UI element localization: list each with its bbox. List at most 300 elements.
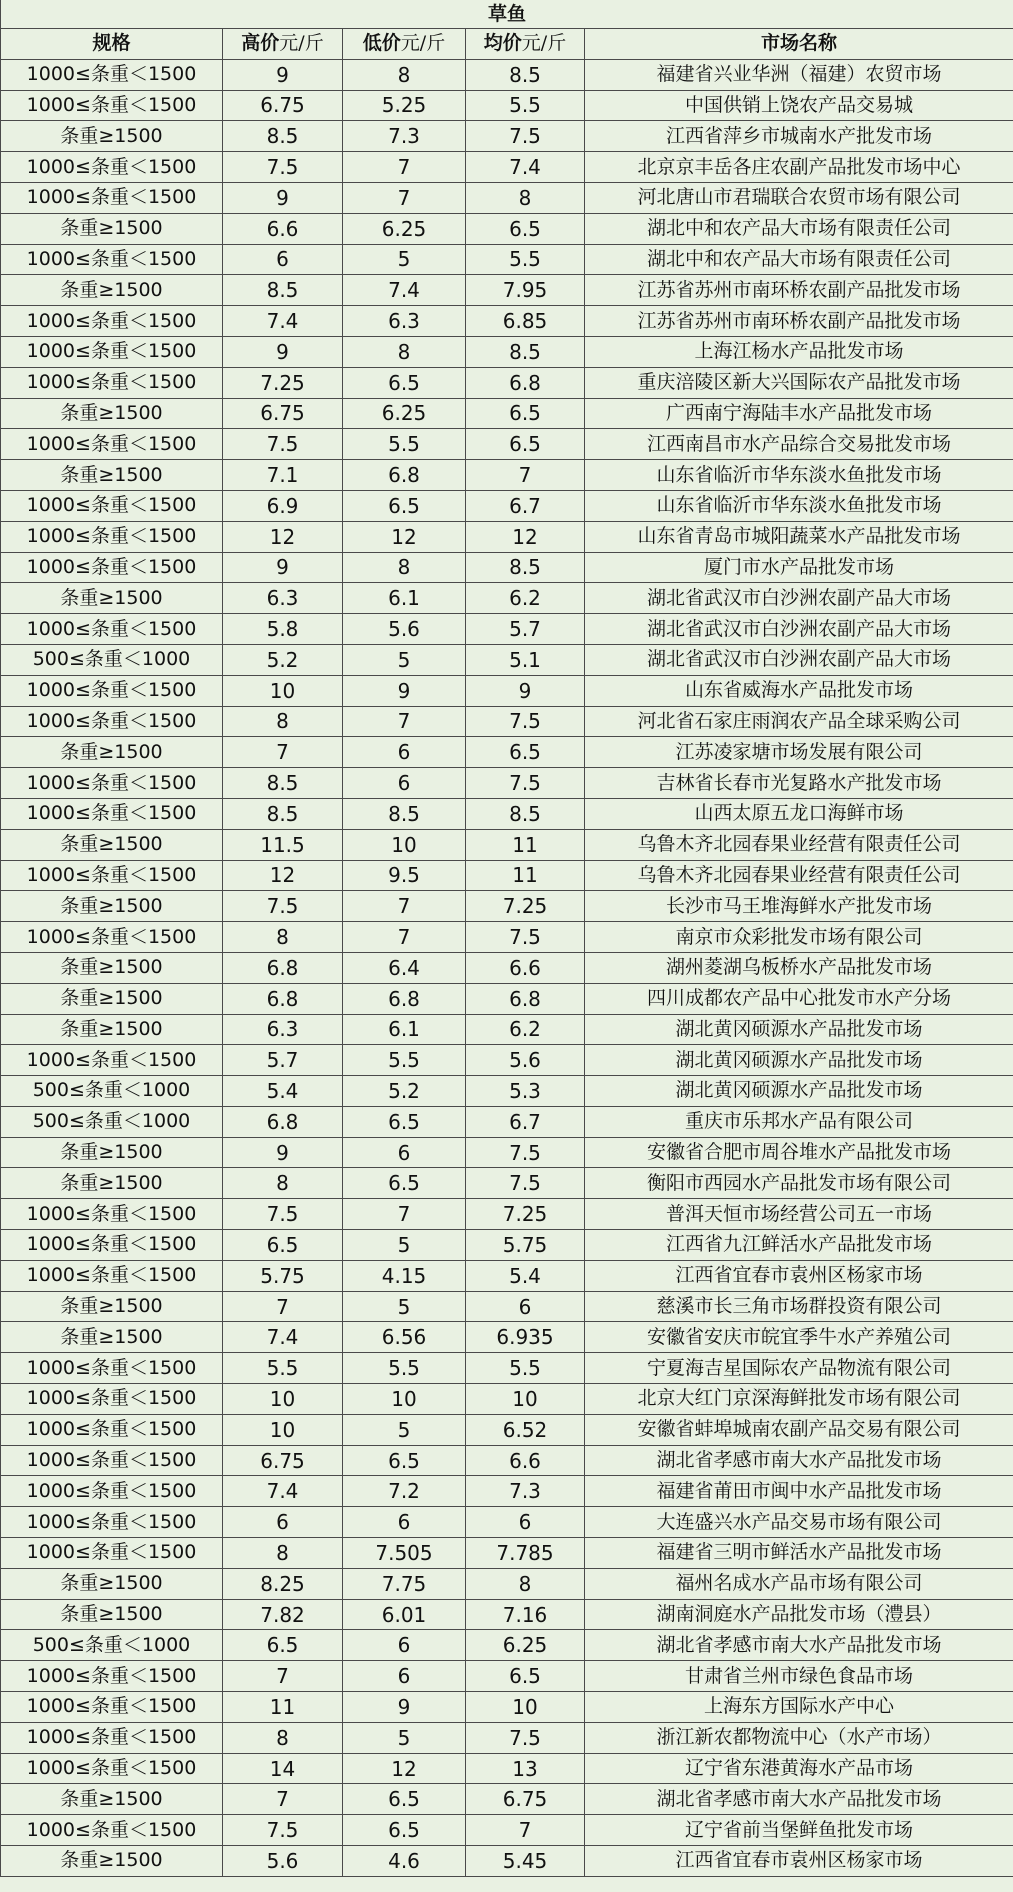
high-price-cell: 9 — [223, 182, 343, 213]
low-price-cell: 5 — [343, 1722, 466, 1753]
header-avg-label: 均价 — [483, 32, 522, 55]
low-price-cell: 6.5 — [343, 490, 466, 521]
low-price-cell: 6.5 — [343, 367, 466, 398]
low-price-cell: 12 — [343, 521, 466, 552]
spec-cell: 条重≥1500 — [1, 1168, 223, 1199]
low-price-cell: 7.505 — [343, 1538, 466, 1569]
low-price-cell: 5.2 — [343, 1076, 466, 1107]
market-name-cell: 北京京丰岳各庄农副产品批发市场中心 — [585, 152, 1013, 183]
market-name-cell: 湖北黄冈硕源水产品批发市场 — [585, 1045, 1013, 1076]
high-price-cell: 8 — [223, 1722, 343, 1753]
high-price-cell: 7 — [223, 1661, 343, 1692]
high-price-cell: 7.4 — [223, 1322, 343, 1353]
low-price-cell: 6.8 — [343, 983, 466, 1014]
low-price-cell: 7 — [343, 922, 466, 953]
market-name-cell: 江西省宜春市袁州区杨家市场 — [585, 1846, 1013, 1877]
table-row — [1, 829, 1013, 860]
low-price-cell: 6.01 — [343, 1599, 466, 1630]
avg-price-cell: 7.3 — [466, 1476, 585, 1507]
market-name-cell: 湖北黄冈硕源水产品批发市场 — [585, 1076, 1013, 1107]
market-name-cell: 福州名成水产品市场有限公司 — [585, 1568, 1013, 1599]
header-market — [585, 29, 1013, 60]
high-price-cell: 14 — [223, 1753, 343, 1784]
high-price-cell: 6 — [223, 1507, 343, 1538]
market-name-cell: 山东省临沂市华东淡水鱼批发市场 — [585, 490, 1013, 521]
spec-cell: 条重≥1500 — [1, 583, 223, 614]
high-price-cell: 7 — [223, 1291, 343, 1322]
table-row — [1, 152, 1013, 183]
high-price-cell: 10 — [223, 1384, 343, 1415]
low-price-cell: 5 — [343, 1291, 466, 1322]
table-row — [1, 1599, 1013, 1630]
high-price-cell: 7.82 — [223, 1599, 343, 1630]
spec-cell: 1000≤条重＜1500 — [1, 244, 223, 275]
high-price-cell: 10 — [223, 675, 343, 706]
spec-cell: 500≤条重＜1000 — [1, 644, 223, 675]
low-price-cell: 5.5 — [343, 1353, 466, 1384]
header-row — [1, 29, 1013, 60]
table-row — [1, 490, 1013, 521]
table-row — [1, 521, 1013, 552]
spec-cell: 1000≤条重＜1500 — [1, 1230, 223, 1261]
avg-price-cell: 7.5 — [466, 1137, 585, 1168]
spec-cell: 1000≤条重＜1500 — [1, 1692, 223, 1723]
high-price-cell: 6.5 — [223, 1230, 343, 1261]
low-price-cell: 12 — [343, 1753, 466, 1784]
table-row — [1, 1414, 1013, 1445]
spec-cell: 条重≥1500 — [1, 1137, 223, 1168]
avg-price-cell: 5.45 — [466, 1846, 585, 1877]
table-row — [1, 860, 1013, 891]
low-price-cell: 10 — [343, 829, 466, 860]
avg-price-cell: 11 — [466, 829, 585, 860]
low-price-cell: 6.3 — [343, 306, 466, 337]
avg-price-cell: 8 — [466, 182, 585, 213]
table-row — [1, 1692, 1013, 1723]
market-name-cell: 重庆涪陵区新大兴国际农产品批发市场 — [585, 367, 1013, 398]
table-row — [1, 768, 1013, 799]
high-price-cell: 7.5 — [223, 429, 343, 460]
avg-price-cell: 6.75 — [466, 1784, 585, 1815]
spec-cell: 1000≤条重＜1500 — [1, 1815, 223, 1846]
header-low-label: 低价 — [362, 32, 401, 55]
table-row — [1, 1753, 1013, 1784]
market-name-cell: 江西省宜春市袁州区杨家市场 — [585, 1260, 1013, 1291]
high-price-cell: 5.2 — [223, 644, 343, 675]
high-price-cell: 8 — [223, 1168, 343, 1199]
market-name-cell: 河北省石家庄雨润农产品全球采购公司 — [585, 706, 1013, 737]
avg-price-cell: 7 — [466, 460, 585, 491]
spec-cell: 1000≤条重＜1500 — [1, 1753, 223, 1784]
market-name-cell: 北京大红门京深海鲜批发市场有限公司 — [585, 1384, 1013, 1415]
low-price-cell: 6.5 — [343, 1168, 466, 1199]
avg-price-cell: 6.935 — [466, 1322, 585, 1353]
market-name-cell: 河北唐山市君瑞联合农贸市场有限公司 — [585, 182, 1013, 213]
table-row — [1, 1260, 1013, 1291]
low-price-cell: 4.15 — [343, 1260, 466, 1291]
market-name-cell: 乌鲁木齐北园春果业经营有限责任公司 — [585, 829, 1013, 860]
table-row — [1, 182, 1013, 213]
low-price-cell: 7.75 — [343, 1568, 466, 1599]
high-price-cell: 8.5 — [223, 798, 343, 829]
avg-price-cell: 6.85 — [466, 306, 585, 337]
market-name-cell: 湖北中和农产品大市场有限责任公司 — [585, 213, 1013, 244]
avg-price-cell: 6.52 — [466, 1414, 585, 1445]
market-name-cell: 厦门市水产品批发市场 — [585, 552, 1013, 583]
market-name-cell: 湖北省孝感市南大水产品批发市场 — [585, 1445, 1013, 1476]
high-price-cell: 11 — [223, 1692, 343, 1723]
header-low — [343, 29, 466, 60]
header-spec — [1, 29, 223, 60]
table-row — [1, 1722, 1013, 1753]
spec-cell: 1000≤条重＜1500 — [1, 1199, 223, 1230]
avg-price-cell: 6.2 — [466, 583, 585, 614]
header-market-label: 市场名称 — [761, 32, 838, 55]
market-name-cell: 福建省三明市鲜活水产品批发市场 — [585, 1538, 1013, 1569]
high-price-cell: 8 — [223, 922, 343, 953]
high-price-cell: 6.8 — [223, 952, 343, 983]
market-name-cell: 上海东方国际水产中心 — [585, 1692, 1013, 1723]
table-row — [1, 1445, 1013, 1476]
table-row — [1, 1045, 1013, 1076]
avg-price-cell: 5.6 — [466, 1045, 585, 1076]
avg-price-cell: 8.5 — [466, 798, 585, 829]
spec-cell: 1000≤条重＜1500 — [1, 90, 223, 121]
table-row — [1, 275, 1013, 306]
high-price-cell: 8.25 — [223, 1568, 343, 1599]
spec-cell: 条重≥1500 — [1, 213, 223, 244]
spec-cell: 1000≤条重＜1500 — [1, 798, 223, 829]
avg-price-cell: 7.5 — [466, 1168, 585, 1199]
low-price-cell: 5.25 — [343, 90, 466, 121]
market-name-cell: 湖南洞庭水产品批发市场（澧县） — [585, 1599, 1013, 1630]
table-row — [1, 213, 1013, 244]
spec-cell: 1000≤条重＜1500 — [1, 490, 223, 521]
avg-price-cell: 6.8 — [466, 367, 585, 398]
table-row — [1, 1322, 1013, 1353]
avg-price-cell: 6 — [466, 1507, 585, 1538]
high-price-cell: 7.4 — [223, 1476, 343, 1507]
spec-cell: 1000≤条重＜1500 — [1, 1445, 223, 1476]
avg-price-cell: 10 — [466, 1384, 585, 1415]
low-price-cell: 6.4 — [343, 952, 466, 983]
high-price-cell: 7 — [223, 1784, 343, 1815]
spec-cell: 1000≤条重＜1500 — [1, 1538, 223, 1569]
market-name-cell: 乌鲁木齐北园春果业经营有限责任公司 — [585, 860, 1013, 891]
spec-cell: 条重≥1500 — [1, 460, 223, 491]
spec-cell: 条重≥1500 — [1, 1291, 223, 1322]
market-name-cell: 湖北中和农产品大市场有限责任公司 — [585, 244, 1013, 275]
table-row — [1, 706, 1013, 737]
table-row — [1, 644, 1013, 675]
low-price-cell: 5 — [343, 1230, 466, 1261]
high-price-cell: 5.5 — [223, 1353, 343, 1384]
market-name-cell: 江西省九江鲜活水产品批发市场 — [585, 1230, 1013, 1261]
avg-price-cell: 7 — [466, 1815, 585, 1846]
table-row — [1, 121, 1013, 152]
spec-cell: 1000≤条重＜1500 — [1, 306, 223, 337]
low-price-cell: 6 — [343, 1507, 466, 1538]
header-avg-unit: 元/斤 — [521, 32, 567, 55]
market-name-cell: 湖北省孝感市南大水产品批发市场 — [585, 1630, 1013, 1661]
table-row — [1, 306, 1013, 337]
low-price-cell: 5.5 — [343, 1045, 466, 1076]
table-row — [1, 1568, 1013, 1599]
high-price-cell: 6.3 — [223, 583, 343, 614]
table-row — [1, 367, 1013, 398]
high-price-cell: 6.8 — [223, 1106, 343, 1137]
market-name-cell: 上海江杨水产品批发市场 — [585, 336, 1013, 367]
spec-cell: 条重≥1500 — [1, 398, 223, 429]
market-name-cell: 福建省莆田市闽中水产品批发市场 — [585, 1476, 1013, 1507]
spec-cell: 1000≤条重＜1500 — [1, 1384, 223, 1415]
low-price-cell: 6.5 — [343, 1445, 466, 1476]
spec-cell: 1000≤条重＜1500 — [1, 1414, 223, 1445]
spec-cell: 1000≤条重＜1500 — [1, 429, 223, 460]
avg-price-cell: 6.5 — [466, 398, 585, 429]
spec-cell: 条重≥1500 — [1, 737, 223, 768]
market-name-cell: 中国供销上饶农产品交易城 — [585, 90, 1013, 121]
table-row — [1, 1137, 1013, 1168]
market-name-cell: 福建省兴业华洲（福建）农贸市场 — [585, 59, 1013, 90]
avg-price-cell: 6.2 — [466, 1014, 585, 1045]
spec-cell: 1000≤条重＜1500 — [1, 152, 223, 183]
avg-price-cell: 8.5 — [466, 552, 585, 583]
table-row — [1, 675, 1013, 706]
high-price-cell: 9 — [223, 336, 343, 367]
market-name-cell: 湖北省武汉市白沙洲农副产品大市场 — [585, 644, 1013, 675]
low-price-cell: 5.5 — [343, 429, 466, 460]
avg-price-cell: 7.5 — [466, 922, 585, 953]
spec-cell: 500≤条重＜1000 — [1, 1076, 223, 1107]
low-price-cell: 6.25 — [343, 398, 466, 429]
market-name-cell: 江苏凌家塘市场发展有限公司 — [585, 737, 1013, 768]
table-row — [1, 891, 1013, 922]
low-price-cell: 7.2 — [343, 1476, 466, 1507]
low-price-cell: 8 — [343, 336, 466, 367]
high-price-cell: 12 — [223, 521, 343, 552]
spec-cell: 条重≥1500 — [1, 891, 223, 922]
high-price-cell: 6.75 — [223, 398, 343, 429]
low-price-cell: 6 — [343, 1661, 466, 1692]
header-high-unit: 元/斤 — [279, 32, 324, 55]
table-body — [1, 59, 1013, 1876]
low-price-cell: 6 — [343, 768, 466, 799]
table-row — [1, 1815, 1013, 1846]
low-price-cell: 6 — [343, 1137, 466, 1168]
header-high — [223, 29, 343, 60]
avg-price-cell: 12 — [466, 521, 585, 552]
spec-cell: 1000≤条重＜1500 — [1, 1353, 223, 1384]
table-row — [1, 90, 1013, 121]
table-row — [1, 1168, 1013, 1199]
avg-price-cell: 6.7 — [466, 1106, 585, 1137]
avg-price-cell: 13 — [466, 1753, 585, 1784]
low-price-cell: 8.5 — [343, 798, 466, 829]
table-row — [1, 552, 1013, 583]
spec-cell: 1000≤条重＜1500 — [1, 675, 223, 706]
high-price-cell: 8 — [223, 1538, 343, 1569]
table-row — [1, 1106, 1013, 1137]
low-price-cell: 6.56 — [343, 1322, 466, 1353]
table-row — [1, 798, 1013, 829]
high-price-cell: 8.5 — [223, 768, 343, 799]
market-name-cell: 普洱天恒市场经营公司五一市场 — [585, 1199, 1013, 1230]
avg-price-cell: 6.5 — [466, 1661, 585, 1692]
market-name-cell: 山东省青岛市城阳蔬菜水产品批发市场 — [585, 521, 1013, 552]
low-price-cell: 6.1 — [343, 1014, 466, 1045]
high-price-cell: 7.25 — [223, 367, 343, 398]
table-row — [1, 1291, 1013, 1322]
low-price-cell: 6.1 — [343, 583, 466, 614]
spec-cell: 1000≤条重＜1500 — [1, 1476, 223, 1507]
high-price-cell: 8.5 — [223, 275, 343, 306]
avg-price-cell: 5.4 — [466, 1260, 585, 1291]
market-name-cell: 湖北省孝感市南大水产品批发市场 — [585, 1784, 1013, 1815]
avg-price-cell: 5.5 — [466, 90, 585, 121]
avg-price-cell: 6.25 — [466, 1630, 585, 1661]
low-price-cell: 6.25 — [343, 213, 466, 244]
low-price-cell: 5 — [343, 244, 466, 275]
avg-price-cell: 7.25 — [466, 891, 585, 922]
spec-cell: 1000≤条重＜1500 — [1, 1260, 223, 1291]
avg-price-cell: 9 — [466, 675, 585, 706]
table-row — [1, 1076, 1013, 1107]
low-price-cell: 9 — [343, 675, 466, 706]
market-name-cell: 四川成都农产品中心批发市水产分场 — [585, 983, 1013, 1014]
avg-price-cell: 6.6 — [466, 952, 585, 983]
avg-price-cell: 7.785 — [466, 1538, 585, 1569]
avg-price-cell: 8.5 — [466, 59, 585, 90]
avg-price-cell: 5.5 — [466, 1353, 585, 1384]
low-price-cell: 6 — [343, 1630, 466, 1661]
market-name-cell: 辽宁省前当堡鲜鱼批发市场 — [585, 1815, 1013, 1846]
avg-price-cell: 7.16 — [466, 1599, 585, 1630]
high-price-cell: 9 — [223, 59, 343, 90]
market-name-cell: 南京市众彩批发市场有限公司 — [585, 922, 1013, 953]
high-price-cell: 6.3 — [223, 1014, 343, 1045]
market-name-cell: 湖北黄冈硕源水产品批发市场 — [585, 1014, 1013, 1045]
market-name-cell: 重庆市乐邦水产品有限公司 — [585, 1106, 1013, 1137]
high-price-cell: 8.5 — [223, 121, 343, 152]
low-price-cell: 8 — [343, 552, 466, 583]
avg-price-cell: 6.8 — [466, 983, 585, 1014]
avg-price-cell: 11 — [466, 860, 585, 891]
table-row — [1, 1384, 1013, 1415]
low-price-cell: 7 — [343, 152, 466, 183]
low-price-cell: 8 — [343, 59, 466, 90]
high-price-cell: 5.7 — [223, 1045, 343, 1076]
spec-cell: 条重≥1500 — [1, 829, 223, 860]
spec-cell: 条重≥1500 — [1, 1568, 223, 1599]
high-price-cell: 6.75 — [223, 90, 343, 121]
avg-price-cell: 5.7 — [466, 614, 585, 645]
table-row — [1, 336, 1013, 367]
low-price-cell: 6.5 — [343, 1106, 466, 1137]
table-row — [1, 244, 1013, 275]
avg-price-cell: 5.1 — [466, 644, 585, 675]
table-row — [1, 1507, 1013, 1538]
spec-cell: 1000≤条重＜1500 — [1, 336, 223, 367]
market-name-cell: 辽宁省东港黄海水产品市场 — [585, 1753, 1013, 1784]
market-name-cell: 安徽省安庆市皖宜季牛水产养殖公司 — [585, 1322, 1013, 1353]
spec-cell: 1000≤条重＜1500 — [1, 1507, 223, 1538]
low-price-cell: 5 — [343, 1414, 466, 1445]
table-row — [1, 398, 1013, 429]
spec-cell: 条重≥1500 — [1, 1846, 223, 1877]
high-price-cell: 7.5 — [223, 1815, 343, 1846]
table-row — [1, 737, 1013, 768]
market-name-cell: 大连盛兴水产品交易市场有限公司 — [585, 1507, 1013, 1538]
spec-cell: 1000≤条重＜1500 — [1, 552, 223, 583]
low-price-cell: 6.5 — [343, 1815, 466, 1846]
market-name-cell: 山东省威海水产品批发市场 — [585, 675, 1013, 706]
high-price-cell: 6.8 — [223, 983, 343, 1014]
table-row — [1, 1353, 1013, 1384]
market-name-cell: 江苏省苏州市南环桥农副产品批发市场 — [585, 275, 1013, 306]
spec-cell: 1000≤条重＜1500 — [1, 706, 223, 737]
spec-cell: 1000≤条重＜1500 — [1, 182, 223, 213]
market-name-cell: 宁夏海吉星国际农产品物流有限公司 — [585, 1353, 1013, 1384]
high-price-cell: 8 — [223, 706, 343, 737]
spec-cell: 条重≥1500 — [1, 952, 223, 983]
high-price-cell: 7.1 — [223, 460, 343, 491]
avg-price-cell: 7.25 — [466, 1199, 585, 1230]
table-row — [1, 922, 1013, 953]
avg-price-cell: 6 — [466, 1291, 585, 1322]
title-row — [1, 0, 1013, 29]
spec-cell: 条重≥1500 — [1, 1784, 223, 1815]
market-name-cell: 甘肃省兰州市绿色食品市场 — [585, 1661, 1013, 1692]
table-row — [1, 1199, 1013, 1230]
low-price-cell: 6 — [343, 737, 466, 768]
high-price-cell: 6.75 — [223, 1445, 343, 1476]
avg-price-cell: 10 — [466, 1692, 585, 1723]
spec-cell: 条重≥1500 — [1, 1322, 223, 1353]
high-price-cell: 7 — [223, 737, 343, 768]
high-price-cell: 5.75 — [223, 1260, 343, 1291]
low-price-cell: 9 — [343, 1692, 466, 1723]
spec-cell: 1000≤条重＜1500 — [1, 1045, 223, 1076]
low-price-cell: 6.8 — [343, 460, 466, 491]
table-row — [1, 1014, 1013, 1045]
market-name-cell: 广西南宁海陆丰水产品批发市场 — [585, 398, 1013, 429]
avg-price-cell: 8 — [466, 1568, 585, 1599]
avg-price-cell: 7.5 — [466, 706, 585, 737]
high-price-cell: 6 — [223, 244, 343, 275]
market-name-cell: 江苏省苏州市南环桥农副产品批发市场 — [585, 306, 1013, 337]
high-price-cell: 7.4 — [223, 306, 343, 337]
avg-price-cell: 8.5 — [466, 336, 585, 367]
market-name-cell: 江西南昌市水产品综合交易批发市场 — [585, 429, 1013, 460]
avg-price-cell: 7.4 — [466, 152, 585, 183]
market-name-cell: 山西太原五龙口海鲜市场 — [585, 798, 1013, 829]
spec-cell: 1000≤条重＜1500 — [1, 860, 223, 891]
low-price-cell: 6.5 — [343, 1784, 466, 1815]
high-price-cell: 5.8 — [223, 614, 343, 645]
high-price-cell: 9 — [223, 552, 343, 583]
avg-price-cell: 7.95 — [466, 275, 585, 306]
high-price-cell: 10 — [223, 1414, 343, 1445]
table-row — [1, 429, 1013, 460]
table-row — [1, 1230, 1013, 1261]
market-name-cell: 浙江新农都物流中心（水产市场） — [585, 1722, 1013, 1753]
avg-price-cell: 7.5 — [466, 121, 585, 152]
avg-price-cell: 6.5 — [466, 429, 585, 460]
table-row — [1, 1661, 1013, 1692]
high-price-cell: 6.5 — [223, 1630, 343, 1661]
high-price-cell: 5.4 — [223, 1076, 343, 1107]
